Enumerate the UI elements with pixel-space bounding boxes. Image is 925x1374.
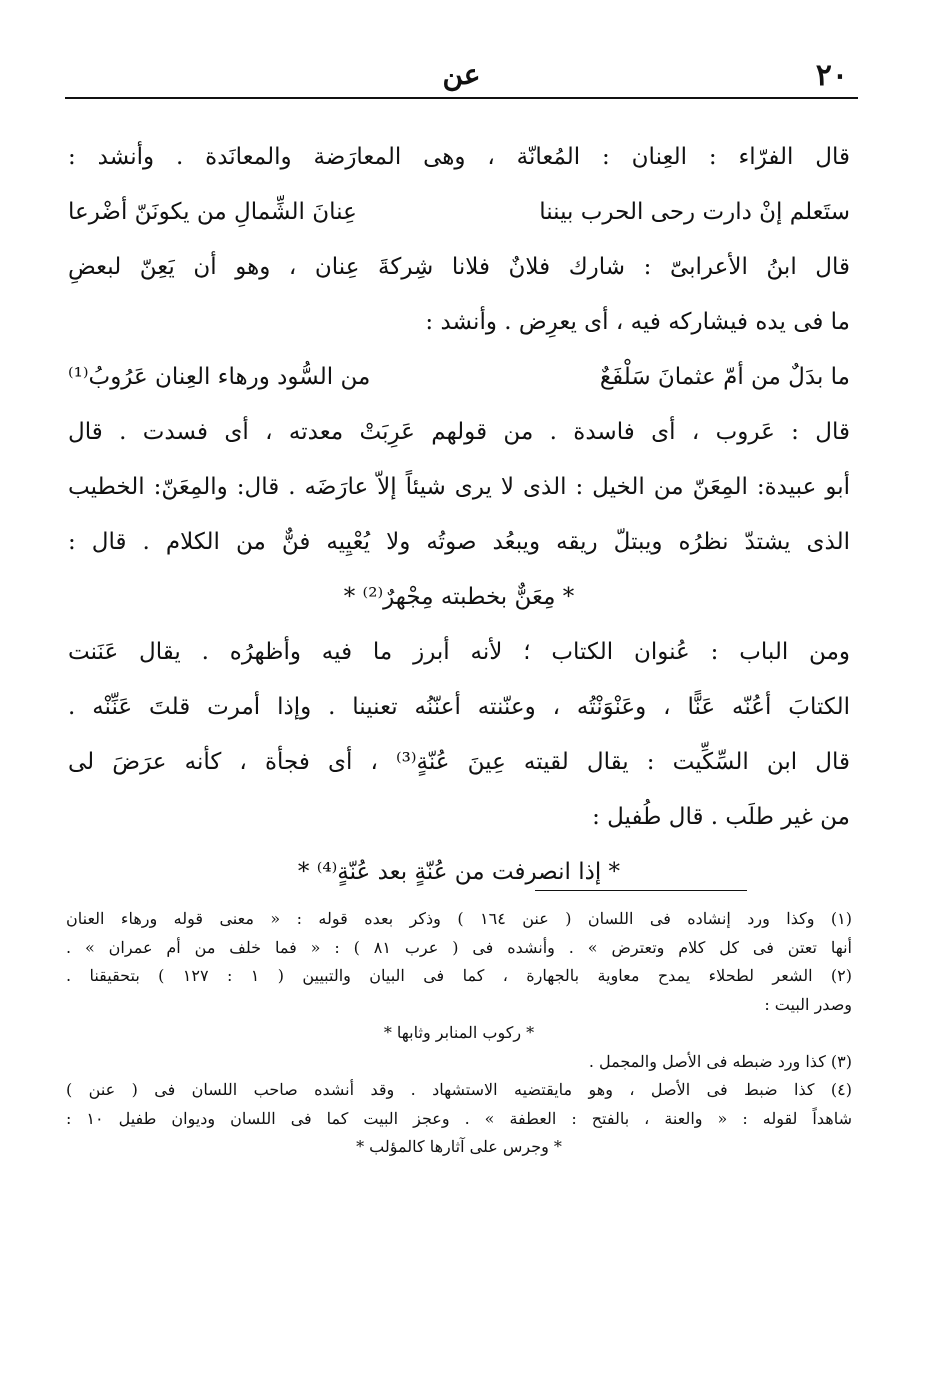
page-header bbox=[65, 56, 858, 96]
quoted-hemistich: * إذا انصرفت من عُنّةٍ بعد عُنّةٍ⁽⁴⁾ * bbox=[297, 859, 621, 885]
footnotes bbox=[66, 905, 852, 1162]
text-line: ما فى يده فيشاركه فيه ، أى يعرِض . وأنشد : bbox=[425, 309, 850, 335]
verse-line bbox=[68, 350, 850, 405]
footnote-line: أنها تعتن فى كل كلام وتعترض » . وأنشده فى ( عرب ٨١ ) : « فما خلف من أم عمران » . bbox=[66, 937, 852, 957]
text-line: من غير طلَب . قال طُفيل : bbox=[592, 804, 850, 830]
verse-hemistich-right: ستَعلم إنْ دارت رحى الحرب بيننا bbox=[539, 199, 850, 225]
quoted-hemistich: * مِعَنٌّ بخطبته مِجْهرٌ⁽²⁾ * bbox=[343, 584, 575, 610]
page-number: ٢٠ bbox=[815, 58, 848, 93]
verse-hemistich-right: ما بدَلٌ من أمّ عثمانَ سَلْفَعٌ bbox=[599, 364, 850, 390]
footnote-line: وصدر البيت : bbox=[764, 994, 852, 1014]
header-rule bbox=[65, 97, 858, 99]
footnote-verse: * وجرس على آثارها كالمؤلب * bbox=[356, 1137, 562, 1156]
text-line: قال ابن السِّكِّيت : يقال لقيته عِينَ عُنّةٍ⁽³⁾ ، أى فجأة ، كأنه عرَضَ لى bbox=[68, 749, 850, 775]
footnote-line: (٤) كذا ضبط فى الأصل ، وهو مايقتضيه الاستشهاد . وقد أنشده صاحب اللسان فى ( عنن ) bbox=[66, 1080, 852, 1099]
footnote-verse: * ركوب المنابر وثابها * bbox=[383, 1023, 535, 1042]
text-line: الكتابَ أعُنّه عَنًّا ، وعَنْوَنْتُه ، وعنّنته أعنّنُه تعنينا . وإذا أمرت قلتَ عَنِّنْه . bbox=[68, 694, 850, 720]
verse-line bbox=[68, 185, 850, 240]
footnote-line: (٣) كذا ورد ضبطه فى الأصل والمجمل . bbox=[588, 1051, 852, 1071]
footnote-line: (١) وكذا ورد إنشاده فى اللسان ( عنن ١٦٤ ) وذكر بعده قوله : « معنى قوله ورهاء العنان bbox=[66, 909, 852, 928]
text-line: ومن الباب : عُنوان الكتاب ؛ لأنه أبرز ما فيه وأظهرُه . يقال عَنَنت bbox=[68, 639, 850, 665]
text-line: أبو عبيدة: المِعَنّ من الخيل : الذى لا يرى شيئاً إلاّ عارَضَه . قال: والمِعَنّ: الخطيب bbox=[68, 474, 850, 500]
text-line: الذى يشتدّ نظرُه ويبتلّ ريقه ويبعُد صوتُه ولا يُعْيِيه فنٌّ من الكلام . قال : bbox=[68, 529, 850, 555]
verse-hemistich-left: من السُّود ورهاء العِنان عَرُوبُ⁽¹⁾ bbox=[68, 364, 371, 390]
running-head: عن bbox=[442, 58, 481, 91]
verse-hemistich-left: عِنانَ الشِّمالِ من يكونَنّ أضْرعا bbox=[68, 199, 357, 225]
main-text bbox=[68, 130, 850, 900]
footnote-rule bbox=[535, 890, 747, 891]
footnote-line: (٢) الشعر لطحلاء يمدح معاوية بالجهارة ، كما فى البيان والتبيين ( ١ : ١٢٧ ) بتحقيقنا . bbox=[66, 966, 852, 985]
footnote-line: شاهداً لقوله : « والعنة ، بالفتح : العطفة » . وعجز البيت كما فى اللسان وديوان طفيل ١٠ : bbox=[66, 1108, 852, 1128]
text-line: قال الفرّاء : العِنان : المُعانّة ، وهى المعارَضة والمعانَدة . وأنشد : bbox=[68, 144, 850, 170]
text-line: قال : عَروب ، أى فاسدة . من قولهم عَرِبَتْ معدته ، أى فسدت . قال bbox=[68, 419, 850, 445]
text-line: قال ابنُ الأعرابىّ : شارك فلانٌ فلانا شِركةَ عِنان ، وهو أن يَعِنّ لبعضِ bbox=[68, 254, 850, 280]
